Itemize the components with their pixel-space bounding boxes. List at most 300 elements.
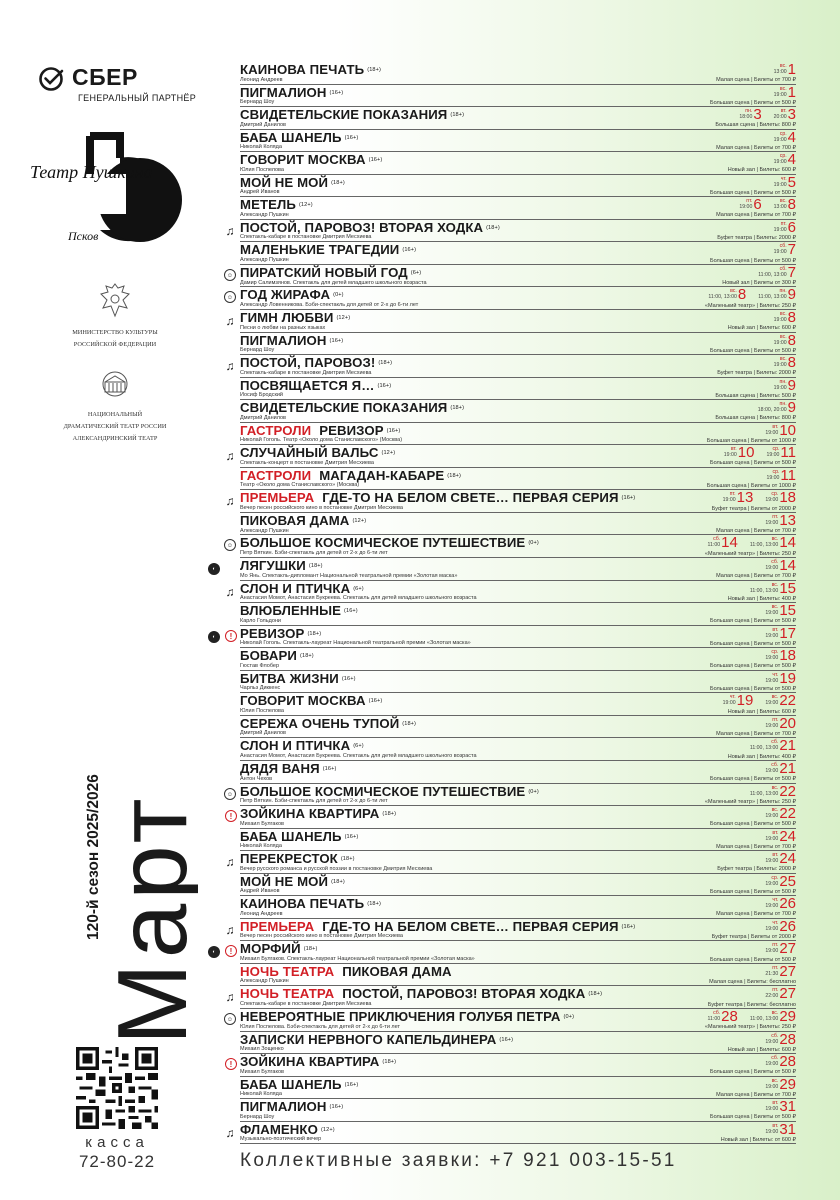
event-dates xyxy=(765,919,796,934)
event-subtitle: Вечер русского романса и русской поэзии в постановке Дмитрия Месхиева xyxy=(240,865,433,872)
show-time: 19:00 xyxy=(773,136,787,143)
event-dates xyxy=(765,558,796,573)
event-venue-price: Большая сцена | Билеты от 500 ₽ xyxy=(709,640,796,647)
event-title-line xyxy=(240,131,358,145)
event-subtitle: Театр «Около дома Станиславского» (Москва) xyxy=(240,482,360,489)
age-rating: (18+) xyxy=(331,878,345,885)
event-row[interactable] xyxy=(240,716,796,739)
event-subtitle: Песни о любви на разных языках xyxy=(240,324,326,331)
event-title: БАБА ШАНЕЛЬ xyxy=(240,828,342,844)
event-row[interactable] xyxy=(225,850,796,874)
weekday: ср. xyxy=(771,491,779,498)
golden-mask-icon: ◐ xyxy=(208,631,220,643)
event-subtitle: Мо Янь. Спектакль-дипломант Национальной театральной премии «Золотая маска» xyxy=(240,572,458,579)
weekday: пт. xyxy=(729,491,736,498)
event-subtitle: Михаил Булгаков. Спектакль-лауреат Национальной театральной премии «Золотая маска» xyxy=(240,955,475,962)
event-row[interactable] xyxy=(240,85,796,108)
weekday: вс. xyxy=(771,694,779,701)
event-date xyxy=(765,851,796,866)
weekday: сб. xyxy=(713,1009,721,1016)
event-list xyxy=(212,61,796,1144)
age-rating: (18+) xyxy=(382,811,397,818)
event-venue-price: Новый зал | Билеты: от 600 ₽ xyxy=(720,1136,796,1143)
event-venue-price: Новый зал | Билеты: 600 ₽ xyxy=(727,1046,796,1053)
event-subtitle: Чарльз Диккенс xyxy=(240,685,281,692)
event-subtitle: Николай Коляда xyxy=(240,144,282,151)
event-subtitle: Спектакль-концерт в постановке Дмитрия Месхиева xyxy=(240,459,374,466)
day-number: 7 xyxy=(787,241,796,259)
event-row[interactable] xyxy=(240,107,796,130)
theatre-building-icon xyxy=(95,370,135,402)
event-title: ПИКОВАЯ ДАМА xyxy=(240,512,350,528)
date-meta xyxy=(765,896,778,909)
kassa-label: касса xyxy=(85,1134,149,1151)
event-dates xyxy=(774,333,796,348)
date-meta xyxy=(750,535,778,548)
event-date xyxy=(750,1009,796,1024)
show-time: 19:00 xyxy=(773,181,787,188)
kassa-phone[interactable]: 72-80-22 xyxy=(78,1152,156,1171)
day-number: 25 xyxy=(779,872,796,890)
event-venue-price: Большая сцена | Билеты от 1000 ₽ xyxy=(706,483,796,490)
age-rating: (16+) xyxy=(499,1036,514,1043)
event-title-line xyxy=(240,852,355,866)
event-subtitle: Андрей Иванов xyxy=(240,888,280,895)
event-date xyxy=(765,513,796,528)
event-row[interactable] xyxy=(225,917,796,942)
event-title: ВЛЮБЛЕННЫЕ xyxy=(240,603,342,619)
day-number: 3 xyxy=(787,106,796,124)
event-row[interactable] xyxy=(226,534,796,558)
show-time: 21:30 xyxy=(765,970,779,977)
event-row[interactable] xyxy=(226,1007,796,1032)
event-venue-price: Буфет театра | Билеты от 2000 ₽ xyxy=(711,933,796,940)
event-title: ПИГМАЛИОН xyxy=(240,332,327,348)
date-meta xyxy=(765,1099,778,1112)
event-dates xyxy=(774,175,796,190)
show-time: 19:00 xyxy=(765,858,779,865)
show-time: 11:00 xyxy=(707,542,721,549)
event-venue-price: Большая сцена | Билеты от 500 ₽ xyxy=(709,189,796,196)
day-number: 19 xyxy=(736,692,754,710)
event-dates xyxy=(774,62,796,77)
event-row[interactable] xyxy=(225,218,796,243)
weekday: чт. xyxy=(772,897,779,904)
weekday: пн. xyxy=(779,288,787,295)
event-row[interactable] xyxy=(240,423,796,446)
event-title: ЛЯГУШКИ xyxy=(240,558,306,574)
age-rating: (0+) xyxy=(333,292,344,299)
date-meta xyxy=(766,468,779,481)
weekday: вс. xyxy=(730,288,737,295)
event-date xyxy=(774,152,796,167)
date-meta xyxy=(765,603,778,616)
music-note-icon: ♫ xyxy=(225,990,235,1005)
event-row[interactable] xyxy=(240,671,796,694)
day-number: 27 xyxy=(779,940,796,958)
event-dates xyxy=(765,1032,796,1047)
date-meta xyxy=(724,445,737,458)
weekday: сб. xyxy=(779,265,787,272)
event-row[interactable] xyxy=(240,130,796,153)
event-title-line xyxy=(240,672,356,686)
age-rating: (18+) xyxy=(307,630,322,637)
event-date xyxy=(765,1054,796,1069)
event-row[interactable] xyxy=(240,1032,796,1055)
age-rating: (18+) xyxy=(378,360,393,367)
weekday: пт. xyxy=(746,198,753,205)
event-date xyxy=(765,648,796,663)
event-dates xyxy=(758,265,796,280)
weekday: чт. xyxy=(772,919,779,926)
weekday: вс. xyxy=(779,356,787,363)
show-time: 19:00 xyxy=(765,948,779,955)
age-rating: (18+) xyxy=(450,405,465,412)
event-row[interactable] xyxy=(225,579,796,604)
event-date xyxy=(774,62,796,77)
event-date xyxy=(708,287,746,302)
age-rating: (6+) xyxy=(353,743,364,750)
event-dates xyxy=(774,378,796,393)
day-number: 31 xyxy=(779,1120,796,1138)
event-date xyxy=(766,468,796,483)
event-venue-price: Малая сцена | Билеты от 700 ₽ xyxy=(716,1091,796,1098)
event-title: ПИРАТСКИЙ НОВЫЙ ГОД xyxy=(240,264,408,280)
event-subtitle: Бернард Шоу xyxy=(240,347,275,354)
icon: ◐ xyxy=(208,563,220,575)
event-subtitle: Гюстав Флобер xyxy=(240,662,280,669)
date-meta xyxy=(708,1009,721,1022)
day-number: 28 xyxy=(779,1030,796,1048)
warning-icon: ! xyxy=(225,810,237,822)
event-dates xyxy=(765,829,796,844)
event-dates xyxy=(774,355,796,370)
date-meta xyxy=(758,400,787,413)
event-date xyxy=(708,535,738,550)
day-number: 10 xyxy=(779,421,796,439)
event-title-line xyxy=(240,739,364,753)
event-title: СЛОН И ПТИЧКА xyxy=(240,738,351,754)
event-dates xyxy=(723,693,796,708)
event-row[interactable] xyxy=(229,805,796,829)
ministry-text-1: МИНИСТЕРСТВО КУЛЬТУРЫ xyxy=(72,329,158,336)
event-dates xyxy=(723,490,796,505)
event-date xyxy=(765,716,796,731)
date-meta xyxy=(765,1122,778,1135)
day-number: 8 xyxy=(737,286,747,304)
show-time: 11:00, 13:00 xyxy=(749,542,779,549)
event-row[interactable] xyxy=(240,1099,796,1122)
event-date xyxy=(765,806,796,821)
weekday: вс. xyxy=(771,536,779,543)
event-row[interactable] xyxy=(225,444,796,468)
event-title-line xyxy=(240,830,358,844)
music-note-icon: ♫ xyxy=(225,494,235,509)
event-title: ГОД ЖИРАФА xyxy=(240,287,331,303)
event-title-line xyxy=(240,356,392,370)
event-title-line xyxy=(240,987,602,1001)
age-rating: (16+) xyxy=(377,382,392,389)
event-row[interactable] xyxy=(240,62,796,85)
event-title: ГОВОРИТ МОСКВА xyxy=(240,693,366,709)
event-venue-price: Новый зал | Билеты: 600 ₽ xyxy=(727,167,796,174)
event-date xyxy=(758,287,796,302)
weekday: вс. xyxy=(771,807,779,814)
date-meta xyxy=(765,1032,778,1045)
event-date xyxy=(765,423,796,438)
event-row[interactable] xyxy=(240,152,796,175)
event-title: БАБА ШАНЕЛЬ xyxy=(240,129,342,145)
day-number: 1 xyxy=(787,61,796,78)
event-row[interactable] xyxy=(240,603,796,626)
show-time: 19:00 xyxy=(723,452,737,459)
event-title: ПОСТОЙ, ПАРОВОЗ! xyxy=(240,355,376,371)
event-title-line xyxy=(240,311,350,325)
age-rating: (16+) xyxy=(341,675,356,682)
event-dates xyxy=(774,85,796,100)
event-row[interactable] xyxy=(240,896,796,919)
warning-icon: ! xyxy=(225,1058,237,1070)
warning-icon: ! xyxy=(225,630,237,642)
event-tag: ПРЕМЬЕРА xyxy=(240,490,315,506)
event-dates xyxy=(765,896,796,911)
event-subtitle: Николай Коляда xyxy=(240,843,282,850)
day-number: 29 xyxy=(779,1007,796,1025)
event-subtitle: Петр Вяткин. Бэби-спектакль для детей от 2-х до 6-ти лет xyxy=(240,798,388,805)
theatre-logo-text: Театр Пушкина xyxy=(30,162,153,182)
event-date xyxy=(724,445,755,460)
event-row[interactable] xyxy=(225,985,796,1009)
event-title-line xyxy=(240,942,317,956)
event-subtitle: Петр Вяткин. Бэби-спектакль для детей от 2-х до 6-ти лет xyxy=(240,550,388,557)
weekday: пн. xyxy=(779,401,787,408)
weekday: вс. xyxy=(771,581,779,588)
event-title: МОРФИЙ xyxy=(240,941,301,957)
event-title: ПОСТОЙ, ПАРОВОЗ! ВТОРАЯ ХОДКА xyxy=(342,986,586,1002)
event-row[interactable] xyxy=(225,354,796,378)
day-number: 1 xyxy=(787,83,796,101)
event-date xyxy=(765,1099,796,1114)
event-date xyxy=(739,107,761,122)
event-venue-price: Буфет театра | Билеты: бесплатно xyxy=(707,1001,796,1008)
event-row[interactable] xyxy=(226,263,796,288)
event-title-line xyxy=(240,243,416,257)
event-title: ПОСТОЙ, ПАРОВОЗ! ВТОРАЯ ХОДКА xyxy=(240,219,484,235)
alexandrinsky-block xyxy=(60,370,170,443)
weekday: сб. xyxy=(779,243,787,250)
event-title-line xyxy=(240,604,358,618)
event-subtitle: Михаил Зощенко xyxy=(240,1046,284,1053)
event-title: МЕТЕЛЬ xyxy=(240,197,296,213)
event-date xyxy=(765,1032,796,1047)
event-dates xyxy=(765,1054,796,1069)
day-number: 22 xyxy=(779,692,796,710)
event-row[interactable] xyxy=(240,761,796,784)
day-number: 14 xyxy=(779,557,796,575)
day-number: 8 xyxy=(787,309,796,327)
event-row[interactable] xyxy=(226,286,796,310)
event-venue-price: Малая сцена | Билеты от 700 ₽ xyxy=(716,212,796,219)
age-rating: (6+) xyxy=(353,585,364,592)
event-title-line xyxy=(240,379,391,393)
event-venue-price: Большая сцена | Билеты: 800 ₽ xyxy=(715,122,796,129)
event-date xyxy=(765,558,796,573)
event-dates xyxy=(765,851,796,866)
event-date xyxy=(765,964,796,979)
event-venue-price: Новый зал | Билеты: 400 ₽ xyxy=(727,753,796,760)
event-row[interactable] xyxy=(240,242,796,265)
event-date xyxy=(765,761,796,776)
event-dates xyxy=(774,310,796,325)
show-time: 19:00 xyxy=(765,813,779,820)
event-dates xyxy=(765,964,796,979)
event-row[interactable] xyxy=(240,964,796,987)
event-date xyxy=(765,626,796,641)
event-title-line xyxy=(240,446,395,460)
event-title-line xyxy=(240,401,464,415)
alexandrinsky-text-1: НАЦИОНАЛЬНЫЙ xyxy=(87,411,143,418)
day-number: 13 xyxy=(779,511,796,529)
event-row[interactable] xyxy=(229,1053,796,1077)
event-dates xyxy=(765,603,796,618)
alexandrinsky-text-2: ДРАМАТИЧЕСКИЙ ТЕАТР РОССИИ xyxy=(63,423,167,430)
event-subtitle: Александр Пушкин xyxy=(240,211,289,218)
event-row[interactable] xyxy=(240,693,796,716)
event-row[interactable] xyxy=(240,378,796,401)
weekday: пн. xyxy=(779,378,787,385)
event-dates xyxy=(750,784,796,799)
event-title: ФЛАМЕНКО xyxy=(240,1121,318,1137)
event-title: КАИНОВА ПЕЧАТЬ xyxy=(240,896,365,912)
qr-code[interactable] xyxy=(76,1047,158,1129)
event-subtitle: Бернард Шоу xyxy=(240,99,275,106)
event-title: МОЙ НЕ МОЙ xyxy=(240,174,329,190)
event-venue-price: Буфет театра | Билеты: 2000 ₽ xyxy=(717,866,796,873)
show-time: 19:00 xyxy=(773,159,787,166)
event-row[interactable] xyxy=(212,940,796,964)
event-subtitle: Николай Гоголь. Спектакль-лауреат Национальной театральной премии «Золотая маска» xyxy=(240,640,471,647)
group-booking-phone[interactable]: Коллективные заявки: +7 921 003-15-51 xyxy=(240,1150,677,1171)
event-dates xyxy=(765,1099,796,1114)
event-date xyxy=(766,445,796,460)
age-rating: (18+) xyxy=(588,991,603,998)
show-time: 19:00 xyxy=(765,880,779,887)
event-title: ЗОЙКИНА КВАРТИРА xyxy=(240,806,380,822)
event-title-line xyxy=(240,1123,335,1137)
event-title-line xyxy=(240,1100,343,1114)
weekday: вт. xyxy=(772,1122,779,1129)
event-row[interactable] xyxy=(226,782,796,807)
event-row[interactable] xyxy=(240,513,796,536)
event-dates xyxy=(750,581,796,596)
event-row[interactable] xyxy=(212,624,796,649)
golden-mask-icon: ◐ xyxy=(208,946,220,958)
day-number: 13 xyxy=(736,489,754,507)
date-meta xyxy=(765,874,778,887)
date-meta xyxy=(774,152,787,165)
event-title-line xyxy=(240,807,396,821)
event-subtitle: Александр Пушкин xyxy=(240,978,289,985)
event-subtitle: Дамир Салимзянов. Спектакль для детей младшего школьного возраста xyxy=(240,279,427,286)
event-row[interactable] xyxy=(212,557,796,581)
event-date xyxy=(758,400,796,415)
event-row[interactable] xyxy=(240,175,796,198)
weekday: чт. xyxy=(780,175,787,182)
event-title-line xyxy=(240,469,461,483)
event-row[interactable] xyxy=(240,648,796,671)
event-subtitle: Анастасия Момот, Анастасия Букреева. Спектакль для детей младшего школьного возраста xyxy=(240,753,477,759)
event-title: БОЛЬШОЕ КОСМИЧЕСКОЕ ПУТЕШЕСТВИЕ xyxy=(240,783,526,799)
date-meta xyxy=(723,490,736,503)
show-time: 20:00 xyxy=(773,114,787,121)
day-number: 9 xyxy=(787,376,796,394)
day-number: 26 xyxy=(779,917,796,935)
day-number: 4 xyxy=(787,128,796,146)
event-row[interactable] xyxy=(225,489,796,513)
event-row[interactable] xyxy=(240,197,796,220)
weekday: ср. xyxy=(771,874,779,881)
event-title: ЗАПИСКИ НЕРВНОГО КАПЕЛЬДИНЕРА xyxy=(240,1031,497,1047)
event-venue-price: Новый зал | Билеты: 400 ₽ xyxy=(727,595,796,602)
show-time: 19:00 xyxy=(773,317,787,324)
date-meta xyxy=(774,175,787,188)
date-meta xyxy=(766,445,779,458)
event-row[interactable] xyxy=(240,468,796,491)
weekday: чт. xyxy=(772,671,779,678)
day-number: 27 xyxy=(779,962,796,980)
event-row[interactable] xyxy=(240,829,796,852)
event-subtitle: Вечер песен российского кино в постановке Дмитрия Месхиева xyxy=(240,504,403,511)
event-dates xyxy=(765,716,796,731)
event-row[interactable] xyxy=(225,309,796,333)
date-meta xyxy=(765,648,778,661)
weekday: сб. xyxy=(771,739,779,746)
event-venue-price: Новый зал | Билеты: 600 ₽ xyxy=(727,708,796,715)
age-rating: (18+) xyxy=(367,901,381,908)
event-title: СЛУЧАЙНЫЙ ВАЛЬС xyxy=(240,445,379,461)
event-row[interactable] xyxy=(225,1120,796,1145)
day-number: 28 xyxy=(721,1007,738,1025)
age-rating: (18+) xyxy=(308,563,323,570)
date-meta xyxy=(708,535,721,548)
event-date xyxy=(774,130,796,145)
event-venue-price: Новый зал | Билеты: 600 ₽ xyxy=(727,325,796,332)
day-number: 8 xyxy=(787,196,796,214)
event-date xyxy=(723,693,754,708)
event-dates xyxy=(708,1009,796,1024)
age-rating: (16+) xyxy=(344,134,359,141)
event-dates xyxy=(765,874,796,889)
event-subtitle: Андрей Иванов xyxy=(240,189,280,196)
event-date xyxy=(774,378,796,393)
event-row[interactable] xyxy=(240,738,796,761)
event-date xyxy=(765,490,796,505)
event-venue-price: Малая сцена | Билеты от 700 ₽ xyxy=(716,911,796,918)
sponsor-logo xyxy=(38,64,208,104)
event-row[interactable] xyxy=(240,874,796,897)
age-rating: (16+) xyxy=(402,247,417,254)
show-time: 19:00 xyxy=(722,700,736,707)
event-row[interactable] xyxy=(240,1077,796,1100)
event-row[interactable] xyxy=(240,400,796,423)
day-number: 28 xyxy=(779,1053,796,1071)
date-meta xyxy=(739,107,752,120)
event-title-line xyxy=(240,1055,396,1069)
event-subtitle: Михаил Булгаков xyxy=(240,820,284,827)
age-rating: (16+) xyxy=(329,337,344,344)
event-row[interactable] xyxy=(240,333,796,356)
weekday: вт. xyxy=(772,423,779,430)
